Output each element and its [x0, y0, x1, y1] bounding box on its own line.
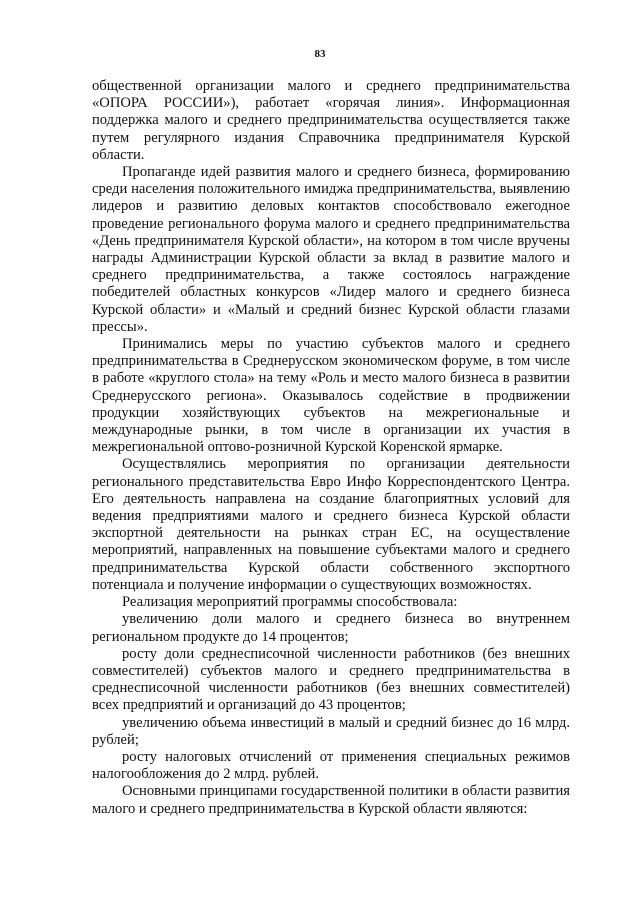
paragraph-economic-forum: Принимались меры по участию субъектов малого и среднего предпринимательства в Среднерусском экономическом форуме, в том числе в работе «круглого стола» на тему «Роль и место малого бизнеса в развитии Среднерусского региона». Оказывалось содействие в продвижении продукции хозяйствующих субъектов на межрегиональные и международные рынки, в том числе в организации их участия в межрегиональной оптово-розничной Курской Коренской ярмарке.	[92, 336, 570, 456]
list-item-investment: увеличению объема инвестиций в малый и средний бизнес до 16 млрд. рублей;	[92, 714, 570, 748]
list-item-employment-share: росту доли среднесписочной численности работников (без внешних совместителей) субъектов малого и среднего предпринимательства в среднесписочной численности работников (без внешних совместителей) всех предприятий и организаций до 43 процентов;	[92, 645, 570, 714]
paragraph-principles: Основными принципами государственной политики в области развития малого и среднего предпринимательства в Курской области являются:	[92, 783, 570, 817]
page-number: 83	[314, 48, 326, 60]
body-text	[92, 78, 570, 818]
paragraph-forum: Пропаганде идей развития малого и среднего бизнеса, формированию среди населения положительного имиджа предпринимательства, выявлению лидеров и развитию деловых контактов способствовало ежегодное проведение регионального форума малого и среднего предпринимательства «День предпринимателя Курской области», на котором в том числе вручены награды Администрации Курской области за вклад в развитие малого и среднего предпринимательства, а также состоялось награждение победителей областных конкурсов «Лидер малого и среднего бизнеса Курской области» и «Малый и средний бизнес Курской области глазами прессы».	[92, 164, 570, 335]
list-item-sme-share: увеличению доли малого и среднего бизнеса во внутреннем региональном продукте до 14 процентов;	[92, 611, 570, 645]
paragraph-euro-info-center: Осуществлялись мероприятия по организации деятельности регионального представительства Евро Инфо Корреспондентского Центра. Его деятельность направлена на создание благоприятных условий для ведения предприятиями малого и среднего бизнеса Курской области экспортной деятельности на рынках стран ЕС, на осуществление мероприятий, направленных на повышение субъектами малого и среднего предпринимательства Курской области собственного экспортного потенциала и получение информации о существующих возможностях.	[92, 456, 570, 593]
paragraph-continuation: общественной организации малого и среднего предпринимательства «ОПОРА РОССИИ»), работает «горячая линия». Информационная поддержка малого и среднего предпринимательства осуществляется также путем регулярного издания Справочника предпринимателя Курской области.	[92, 78, 570, 163]
paragraph-program-results-intro: Реализация мероприятий программы способствовала:	[122, 594, 458, 611]
list-item-tax: росту налоговых отчислений от применения специальных режимов налогообложения до 2 млрд. рублей.	[92, 748, 570, 783]
